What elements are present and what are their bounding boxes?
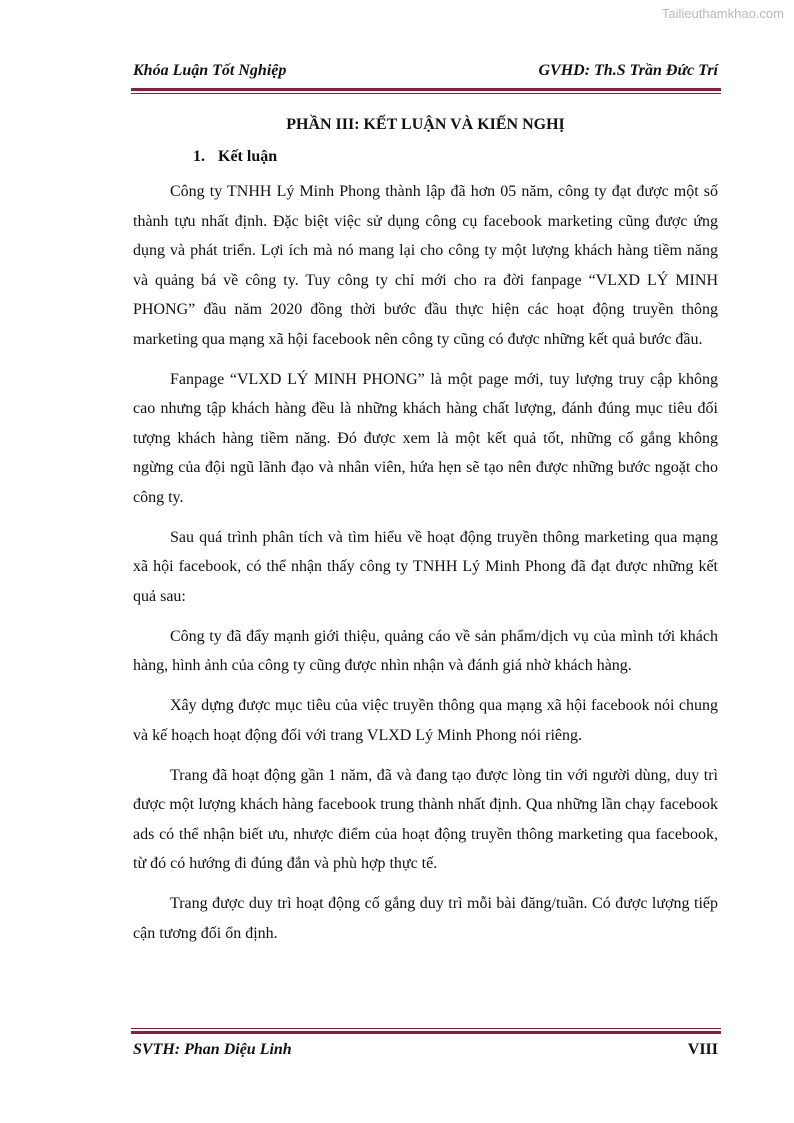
paragraph: Fanpage “VLXD LÝ MINH PHONG” là một page mới, tuy lượng truy cập không cao nhưng tập khách hàng đều là những khách hàng chất lượng, đánh đúng mục tiêu đối tượng khách hàng tiềm năng. Đó được xem là một kết quả tốt, những cố gắng không ngừng của đội ngũ lãnh đạo và nhân viên, hứa hẹn sẽ tạo nên được những bước ngoặt cho công ty. bbox=[133, 370, 718, 506]
paragraph: Trang đã hoạt động gần 1 năm, đã và đang tạo được lòng tin với người dùng, duy trì được một lượng khách hàng facebook trung thành nhất định. Qua những lần chạy facebook ads có thể nhận biết ưu, nhược điểm của hoạt động truyền thông marketing qua facebook, từ đó có hướng đi đúng đắn và phù hợp thực tế. bbox=[133, 766, 718, 872]
watermark: Tailieuthamkhao.com bbox=[661, 6, 784, 21]
paragraph: Sau quá trình phân tích và tìm hiểu về hoạt động truyền thông marketing qua mạng xã hội facebook, có thể nhận thấy công ty TNHH Lý Minh Phong đã đạt được những kết quả sau: bbox=[133, 528, 718, 605]
paragraph: Công ty TNHH Lý Minh Phong thành lập đã hơn 05 năm, công ty đạt được một số thành tựu nhất định. Đặc biệt việc sử dụng công cụ facebook marketing cũng được ứng dụng và phát triển. Lợi ích mà nó mang lại cho công ty một lượng khách hàng tiềm năng và quảng bá về công ty. Tuy công ty chỉ mới cho ra đời fanpage “VLXD LÝ MINH PHONG” đầu năm 2020 đồng thời bước đầu thực hiện các hoạt động truyền thông marketing qua mạng xã hội facebook nên công ty cũng có được những kết quả bước đầu. bbox=[133, 183, 718, 348]
page-number: VIII bbox=[687, 1041, 718, 1058]
section-title: Kết luận bbox=[218, 148, 278, 165]
footer-rule bbox=[131, 1028, 721, 1034]
header-rule bbox=[131, 88, 721, 94]
section-number: 1. bbox=[193, 148, 205, 165]
part-title: PHẦN III: KẾT LUẬN VÀ KIẾN NGHỊ bbox=[286, 116, 565, 133]
header-advisor: GVHD: Th.S Trần Đức Trí bbox=[538, 62, 718, 79]
paragraph: Công ty đã đẩy mạnh giới thiệu, quảng cáo về sản phẩm/dịch vụ của mình tới khách hàng, hình ảnh của công ty cũng được nhìn nhận và đánh giá nhờ khách hàng. bbox=[133, 627, 718, 674]
paragraph: Xây dựng được mục tiêu của việc truyền thông qua mạng xã hội facebook nói chung và kế hoạch hoạt động đối với trang VLXD Lý Minh Phong nói riêng. bbox=[133, 697, 718, 744]
page-body bbox=[133, 110, 718, 959]
header-thesis-label: Khóa Luận Tốt Nghiệp bbox=[133, 62, 287, 79]
section-heading bbox=[193, 148, 718, 166]
footer-author: SVTH: Phan Diệu Linh bbox=[133, 1041, 292, 1058]
paragraph: Trang được duy trì hoạt động cố gắng duy trì mỗi bài đăng/tuần. Có được lượng tiếp cận tương đối ổn định. bbox=[133, 895, 718, 942]
page-header bbox=[133, 62, 718, 80]
page-footer bbox=[133, 1041, 718, 1059]
